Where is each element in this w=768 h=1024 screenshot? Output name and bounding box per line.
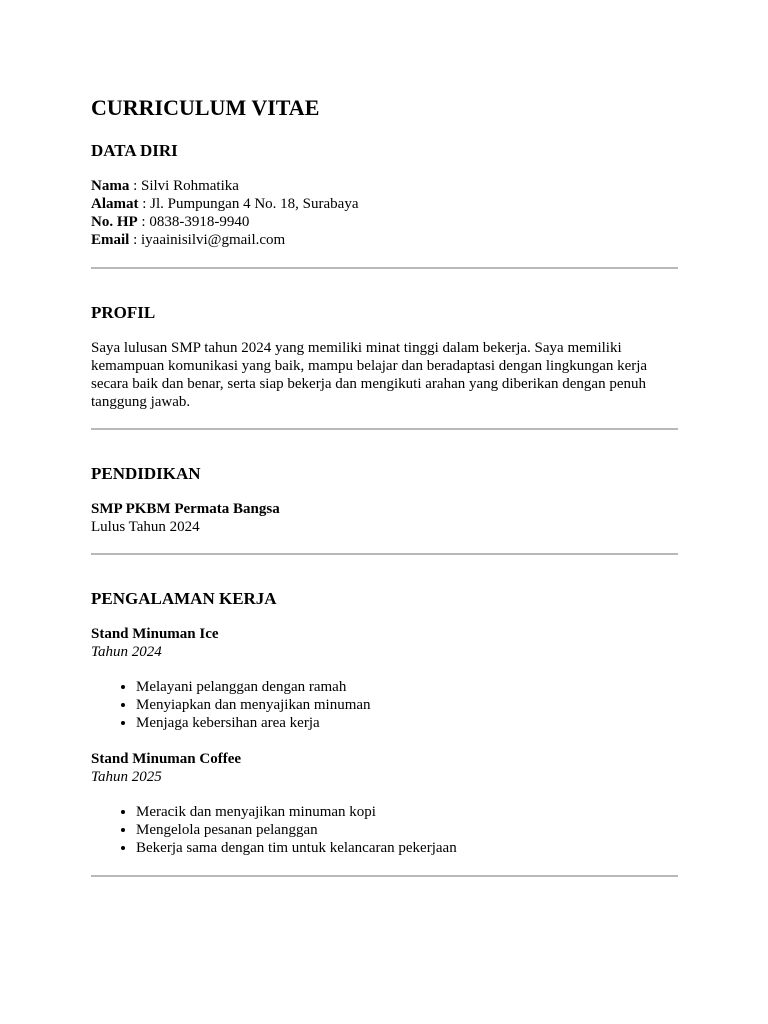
school-name: SMP PKBM Permata Bangsa [91, 501, 280, 517]
section-heading-data-diri: DATA DIRI [91, 141, 178, 160]
job-entry [91, 625, 678, 732]
graduation-year: Lulus Tahun 2024 [91, 519, 200, 535]
job-year: Tahun 2025 [91, 769, 162, 785]
field-label: Nama [91, 178, 130, 194]
document-title: CURRICULUM VITAE [91, 95, 320, 120]
section-divider [91, 553, 678, 555]
field-value: : iyaainisilvi@gmail.com [129, 232, 286, 248]
field-value: : Silvi Rohmatika [129, 178, 239, 194]
section-divider [91, 875, 678, 877]
job-task-list [91, 678, 678, 732]
list-item: • Melayani pelanggan dengan ramah [136, 678, 678, 696]
education-entry [91, 500, 678, 536]
list-item: • Bekerja sama dengan tim untuk kelancaran pekerjaan [136, 839, 678, 857]
job-title: Stand Minuman Ice [91, 626, 219, 642]
job-year: Tahun 2024 [91, 644, 162, 660]
job-task-list [91, 803, 678, 857]
list-item: • Menjaga kebersihan area kerja [136, 714, 678, 732]
field-value: : 0838-3918-9940 [137, 214, 250, 230]
field-alamat [91, 195, 678, 213]
section-divider [91, 267, 678, 269]
field-nama [91, 177, 678, 195]
cv-document [91, 94, 678, 877]
field-no-hp [91, 213, 678, 231]
field-label: Email [91, 232, 130, 248]
field-value: : Jl. Pumpungan 4 No. 18, Surabaya [138, 196, 359, 212]
section-heading-profil: PROFIL [91, 303, 156, 322]
field-email [91, 231, 678, 249]
job-title: Stand Minuman Coffee [91, 751, 242, 767]
list-item: • Mengelola pesanan pelanggan [136, 821, 678, 839]
list-item: • Meracik dan menyajikan minuman kopi [136, 803, 678, 821]
section-divider [91, 428, 678, 430]
profil-text: Saya lulusan SMP tahun 2024 yang memiliki minat tinggi dalam bekerja. Saya memiliki kemampuan komunikasi yang baik, mampu belajar dan beradaptasi dengan lingkungan kerja secara baik dan benar, serta siap bekerja dan mengikuti arahan yang diberikan dengan penuh tanggung jawab. [91, 340, 648, 410]
list-item: • Menyiapkan dan menyajikan minuman [136, 696, 678, 714]
section-heading-pengalaman: PENGALAMAN KERJA [91, 589, 277, 608]
field-label: No. HP [91, 214, 138, 230]
section-heading-pendidikan: PENDIDIKAN [91, 464, 201, 483]
personal-data [91, 177, 678, 249]
field-label: Alamat [91, 196, 139, 212]
job-entry [91, 750, 678, 857]
